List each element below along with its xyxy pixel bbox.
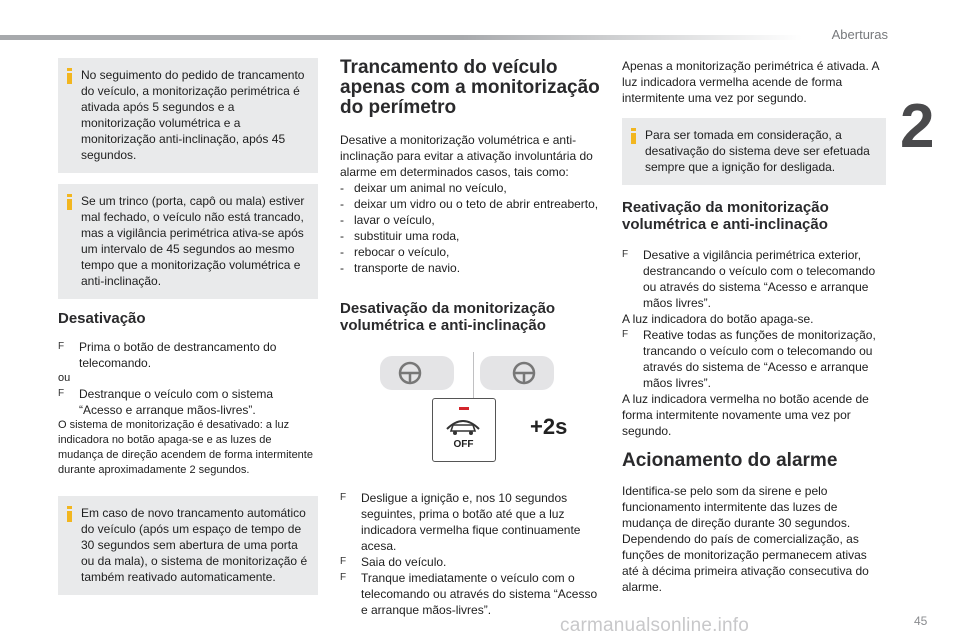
bullet-marker: F xyxy=(58,341,65,352)
info-box-latch-open xyxy=(58,184,318,299)
or-text: ou xyxy=(58,372,71,384)
intro-text: Desative a monitorização volumétrica e anti-inclinação para evitar a ativação involuntária do alarme em determinados casos, tais como: xyxy=(340,133,593,179)
info-icon xyxy=(64,194,76,210)
bullet-item: F Desligue a ignição e, nos 10 segundos seguintes, prima o botão até que a luz indicadora vermelha fique continuamente acesa. xyxy=(340,491,581,553)
info-icon xyxy=(64,68,76,84)
button-label: OFF xyxy=(453,439,474,450)
indicator-off-text: A luz indicadora do botão apaga-se. xyxy=(622,312,814,326)
alarm-trigger-text: Identifica-se pelo som da sirene e pelo funcionamento intermitente das luzes de mudança de direção durante 30 segundos. Dependendo do país de comercialização, as funções de monitorização permanecem ativas até à décima primeira ativação consecutiva do alarme. xyxy=(622,484,869,594)
bullet-marker: F xyxy=(340,492,347,503)
bullet-marker: F xyxy=(622,249,629,260)
alarm-off-button xyxy=(432,398,496,462)
bullet-item: F Destranque o veículo com o sistema “Acesso e arranque mãos-livres”. xyxy=(58,387,274,417)
info-text: No seguimento do pedido de trancamento do veículo, a monitorização perimétrica é ativada após 5 segundos e a monitorização volumétrica e a monitorização anti-inclinação, após 45 segundos. xyxy=(81,68,305,162)
cases-list xyxy=(340,180,604,276)
list-item: - deixar um animal no veículo, xyxy=(340,181,507,195)
steering-wheel-icon xyxy=(380,356,454,390)
watermark: carmanualsonline.info xyxy=(560,615,750,636)
info-text: Se um trinco (porta, capô ou mala) estiver mal fechado, o veículo não está trancado, mas a vigilância perimétrica ativa-se após um intervalo de 45 segundos ao mesmo tempo que a monitorização volumétrica e anti-inclinação. xyxy=(81,194,305,288)
deactivation-steps xyxy=(340,490,604,618)
bullet-marker: F xyxy=(340,556,347,567)
list-item: - transporte de navio. xyxy=(340,261,461,275)
car-alarm-icon xyxy=(433,399,494,460)
info-icon xyxy=(64,506,76,522)
bullet-item: F Reative todas as funções de monitorização, trancando o veículo com o telecomando ou através do sistema de “Acesso e arranque mãos livres”. xyxy=(622,328,876,390)
info-icon xyxy=(628,128,640,144)
perimeter-only-text: Apenas a monitorização perimétrica é ativada. A luz indicadora vermelha acende de forma intermitente uma vez por segundo. xyxy=(622,59,879,105)
section-heading-reactivation: Reativação da monitorização volumétrica e anti-inclinação xyxy=(622,199,829,233)
bullet-item: F Prima o botão de destrancamento do telecomando. xyxy=(58,340,277,370)
chapter-number: 2 xyxy=(900,92,935,161)
bullet-marker: F xyxy=(622,329,629,340)
deactivation-result: O sistema de monitorização é desativado: a luz indicadora no botão apaga-se e as luzes de mudança de direção acendem de forma intermitente durante aproximadamente 2 segundos. xyxy=(58,419,313,476)
section-title-perimeter-locking: Trancamento do veículo apenas com a monitorização do perímetro xyxy=(340,57,600,118)
section-name: Aberturas xyxy=(831,27,888,42)
list-item: - rebocar o veículo, xyxy=(340,245,450,259)
timer-label: +2s xyxy=(530,414,568,439)
list-item: - substituir uma roda, xyxy=(340,229,460,243)
info-box-reminder xyxy=(622,118,886,185)
steering-wheel-icon xyxy=(480,356,554,390)
page-number: 45 xyxy=(914,614,928,628)
bullet-item: F Tranque imediatamente o veículo com o telecomando ou através do sistema “Acesso e arranque mãos-livres”. xyxy=(340,571,598,617)
column-1 xyxy=(58,58,318,606)
deactivation-content xyxy=(58,339,318,478)
info-text: Em caso de novo trancamento automático do veículo (após um espaço de tempo de 30 segundos sem abertura de uma porta ou da mala), o sistema de monitorização é também reativado automaticamente. xyxy=(81,506,308,584)
list-item: - lavar o veículo, xyxy=(340,213,435,227)
column-3 xyxy=(622,58,886,595)
indicator-flash-text: A luz indicadora vermelha no botão acende de forma intermitente novamente uma vez por segundo. xyxy=(622,392,869,438)
header-bar-fade xyxy=(462,35,802,40)
info-text: Para ser tomada em consideração, a desativação do sistema deve ser efetuada sempre que a ignição for desligada. xyxy=(645,128,870,174)
bullet-marker: F xyxy=(58,388,65,399)
bullet-marker: F xyxy=(340,572,347,583)
bullet-item: F Saia do veículo. xyxy=(340,555,447,569)
section-heading-volumetric-deactivation: Desativação da monitorização volumétrica e anti-inclinação xyxy=(340,300,556,334)
section-heading-deactivation: Desativação xyxy=(58,310,146,327)
info-box-activation-delay xyxy=(58,58,318,173)
list-item: - deixar um vidro ou o teto de abrir entreaberto, xyxy=(340,197,599,211)
illustration-monitoring-button xyxy=(340,348,604,478)
divider xyxy=(473,352,474,398)
section-title-alarm-trigger: Acionamento do alarme xyxy=(622,450,838,471)
info-box-auto-relock xyxy=(58,496,318,595)
header-bar xyxy=(0,35,462,40)
column-2 xyxy=(340,58,604,618)
bullet-item: F Desative a vigilância perimétrica exterior, destrancando o veículo com o telecomando ou através do sistema “Acesso e arranque mãos livres”. xyxy=(622,248,876,310)
